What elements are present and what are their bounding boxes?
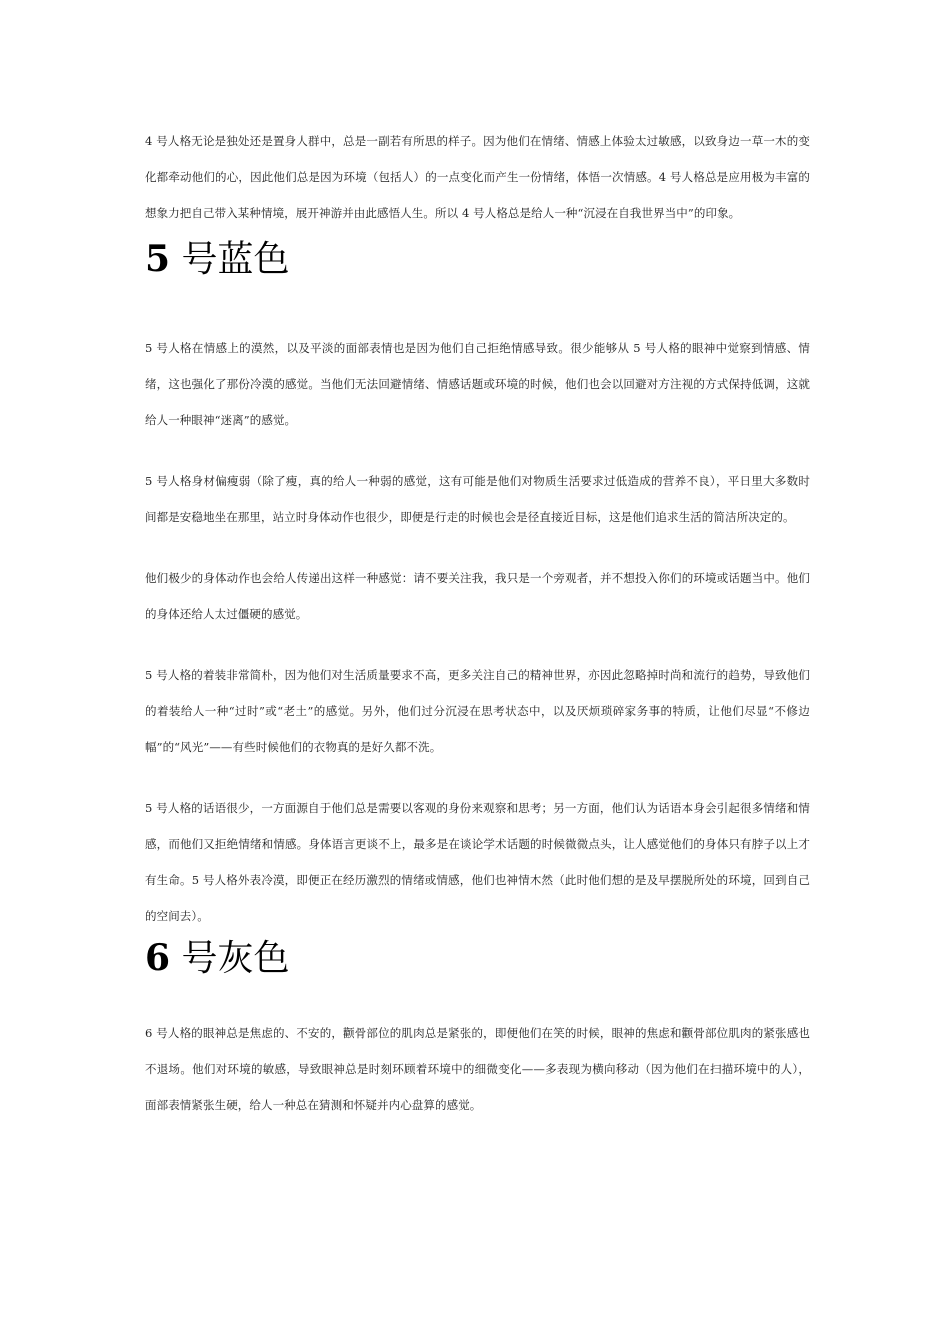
- document-body: [145, 123, 810, 1123]
- section-5-heading: [145, 235, 810, 284]
- section-5-body: [145, 330, 810, 934]
- section-6-heading: [145, 934, 810, 983]
- section-5-paragraph: 5 号人格在情感上的漠然，以及平淡的面部表情也是因为他们自己拒绝情感导致。很少能够从 5 号人格的眼神中觉察到情感、情绪，这也强化了那份冷漠的感觉。当他们无法回避情绪、情感话题或环境的时候，他们也会以回避对方注视的方式保持低调，这就给人一种眼神“迷离”的感觉。: [145, 341, 810, 427]
- intro-paragraph: 4 号人格无论是独处还是置身人群中，总是一副若有所思的样子。因为他们在情绪、情感上体验太过敏感，以致身边一草一木的变化都牵动他们的心，因此他们总是因为环境（包括人）的一点变化而产生一份情绪，体悟一次情感。4 号人格总是应用极为丰富的想象力把自己带入某种情境，展开神游并由此感悟人生。所以 4 号人格总是给人一种“沉浸在自我世界当中”的印象。: [145, 134, 810, 220]
- section-5-title: 号蓝色: [170, 239, 290, 280]
- section-5-paragraph: 他们极少的身体动作也会给人传递出这样一种感觉：请不要关注我，我只是一个旁观者，并不想投入你们的环境或话题当中。他们的身体还给人太过僵硬的感觉。: [145, 571, 810, 621]
- section-5-number: 5: [145, 238, 171, 280]
- section-6-number: 6: [145, 937, 171, 979]
- section-5-paragraph: 5 号人格的话语很少，一方面源自于他们总是需要以客观的身份来观察和思考；另一方面，他们认为话语本身会引起很多情绪和情感，而他们又拒绝情绪和情感。身体语言更谈不上，最多是在谈论学术话题的时候微微点头，让人感觉他们的身体只有脖子以上才有生命。5 号人格外表冷漠，即便正在经历激烈的情绪或情感，他们也神情木然（此时他们想的是及早摆脱所处的环境，回到自己的空间去）。: [145, 801, 810, 923]
- section-5-paragraph: 5 号人格身材偏瘦弱（除了瘦，真的给人一种弱的感觉，这有可能是他们对物质生活要求过低造成的营养不良），平日里大多数时间都是安稳地坐在那里，站立时身体动作也很少，即便是行走的时候也会是径直接近目标，这是他们追求生活的简洁所决定的。: [145, 474, 810, 524]
- section-6-title: 号灰色: [170, 938, 290, 979]
- section-5-paragraph: 5 号人格的着装非常简朴，因为他们对生活质量要求不高，更多关注自己的精神世界，亦因此忽略掉时尚和流行的趋势，导致他们的着装给人一种“过时”或“老土”的感觉。另外，他们过分沉浸在思考状态中，以及厌烦琐碎家务事的特质，让他们尽显“不修边幅”的“风光”——有些时候他们的衣物真的是好久都不洗。: [145, 668, 810, 754]
- section-6-body: [145, 1015, 810, 1123]
- section-6-paragraph: 6 号人格的眼神总是焦虑的、不安的，颧骨部位的肌肉总是紧张的，即便他们在笑的时候，眼神的焦虑和颧骨部位肌肉的紧张感也不退场。他们对环境的敏感，导致眼神总是时刻环顾着环境中的细微变化——多表现为横向移动（因为他们在扫描环境中的人），面部表情紧张生硬，给人一种总在猜测和怀疑并内心盘算的感觉。: [145, 1026, 810, 1112]
